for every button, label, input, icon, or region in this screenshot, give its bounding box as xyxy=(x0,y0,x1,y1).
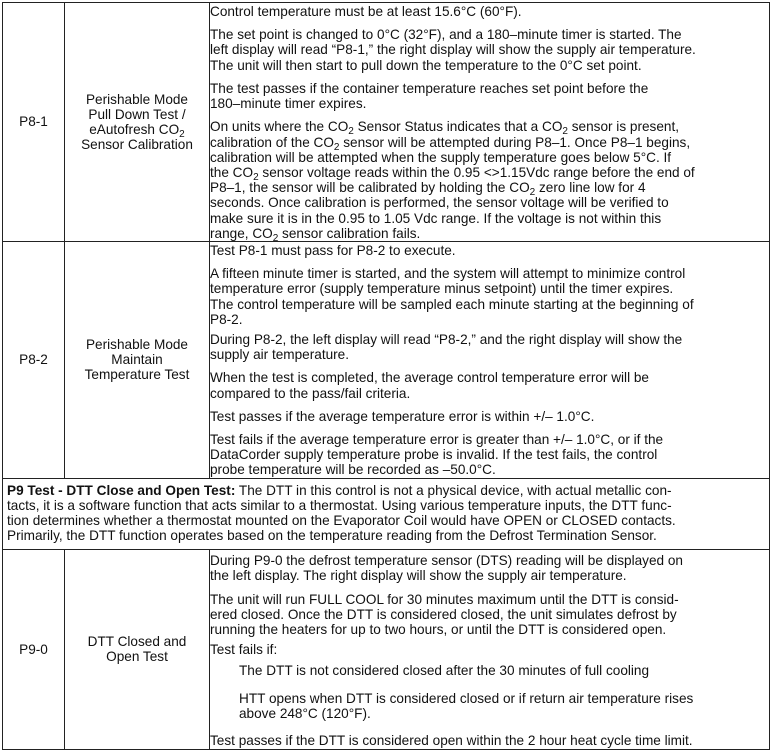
paragraph: The unit will run FULL COOL for 30 minutes maximum until the DTT is consid- ered closed. Once the DTT is considered closed, the unit simulates defrost by running the heaters for up to two hours, or until the DTT is considered open. xyxy=(210,591,679,637)
indented-paragraph: HTT opens when DTT is considered closed or if return air temperature rises above 248°C (120°F). xyxy=(239,690,694,721)
test-code-cell xyxy=(3,549,65,749)
paragraph: Test passes if the average temperature error is within +/– 1.0°C. xyxy=(210,408,595,424)
test-name-line: Sensor Calibration xyxy=(81,137,193,153)
test-name-line: Temperature Test xyxy=(84,367,190,383)
test-name-line: Perishable Mode xyxy=(85,91,188,107)
test-code: P8-1 xyxy=(19,114,48,130)
test-code-cell xyxy=(3,242,65,479)
test-name-cell xyxy=(65,549,210,749)
paragraph: Control temperature must be at least 15.6°C (60°F). xyxy=(210,4,522,20)
paragraph: During P8-2, the left display will read “P8-2,” and the right display will show the supply air temperature. xyxy=(210,332,683,363)
paragraph: Test P8-1 must pass for P8-2 to execute. xyxy=(210,243,456,258)
test-name-cell xyxy=(65,3,210,242)
paragraph: On units where the $CO_2$ Sensor Status indicates that a $CO_2$ sensor is present, calibration of the $CO_2$ sensor will be attempted during P8–1. Once P8–1 begins, calibration will be attempted when the supply temperature goes below 5°C. If the $CO_2$ sensor voltage reads within the 0.95 <>1.15Vdc range before the end of P8–1, the sensor will be calibrated by holding the $CO_2$ zero line low for 4 seconds. Once calibration is performed, the sensor voltage will be verified to make sure it is in the 0.95 to 1.05 Vdc range. If the voltage is not within this range, $CO_2$ sensor calibration fails. xyxy=(210,119,695,244)
table-row-p8-1 xyxy=(3,3,770,242)
section-header-p9 xyxy=(3,478,770,549)
paragraph: During P9-0 the defrost temperature sensor (DTS) reading will be displayed on the left display. The right display will show the supply air temperature. xyxy=(210,553,683,584)
test-name-line: Maintain xyxy=(111,352,163,368)
test-code-cell xyxy=(3,3,65,242)
test-name-line: DTT Closed and xyxy=(87,633,187,649)
section-title: P9 Test - DTT Close and Open Test: xyxy=(7,482,236,498)
test-code: P8-2 xyxy=(19,352,48,368)
test-name-line: eAutofresh $CO_2$ xyxy=(89,122,185,140)
test-name-line: Open Test xyxy=(106,649,168,665)
test-procedure-table xyxy=(2,2,770,750)
indented-paragraph: The DTT is not considered closed after the 30 minutes of full cooling xyxy=(239,663,650,679)
test-description-cell xyxy=(210,549,770,749)
paragraph: The test passes if the container temperature reaches set point before the 180–minute timer expires. xyxy=(210,80,649,112)
test-name-line: Perishable Mode xyxy=(85,337,188,353)
paragraph: The set point is changed to 0°C (32°F), and a 180–minute timer is started. The left display will read “P8-1,” the right display will show the supply air temperature. The unit will then start to pull down the temperature to the 0°C set point. xyxy=(210,27,696,73)
paragraph: When the test is completed, the average control temperature error will be compared to the pass/fail criteria. xyxy=(210,370,649,401)
table-row-p9-0 xyxy=(3,549,770,749)
test-description-cell xyxy=(210,242,770,479)
section-description-cell: P9 Test - DTT Close and Open Test: The DTT in this control is not a physical device, with actual metallic con- tacts, it is a software function that acts similar to a thermostat. Using various temperature inputs, the DTT func- tion determines whether a thermostat mounted on the Evaporator Coil would have OPEN or CLOSED contacts. Primarily, the DTT function operates based on the temperature reading from the Defrost Termination Sensor. xyxy=(3,478,770,549)
paragraph: A fifteen minute timer is started, and the system will attempt to minimize control temperature error (supply temperature minus setpoint) until the timer expires. The control temperature will be sampled each minute starting at the beginning of P8-2. xyxy=(210,266,694,327)
paragraph: Test fails if the average temperature error is greater than +/– 1.0°C, or if the DataCorder supply temperature probe is invalid. If the test fails, the control probe temperature will be recorded as –50.0°C. xyxy=(210,432,664,478)
test-name-line: Pull Down Test / xyxy=(88,106,186,122)
paragraph: Test fails if: xyxy=(210,642,278,658)
table-row-p8-2 xyxy=(3,242,770,479)
test-name-cell xyxy=(65,242,210,479)
paragraph: Test passes if the DTT is considered open within the 2 hour heat cycle time limit. xyxy=(210,732,693,748)
test-description-cell xyxy=(210,3,770,242)
test-code: P9-0 xyxy=(19,641,48,657)
